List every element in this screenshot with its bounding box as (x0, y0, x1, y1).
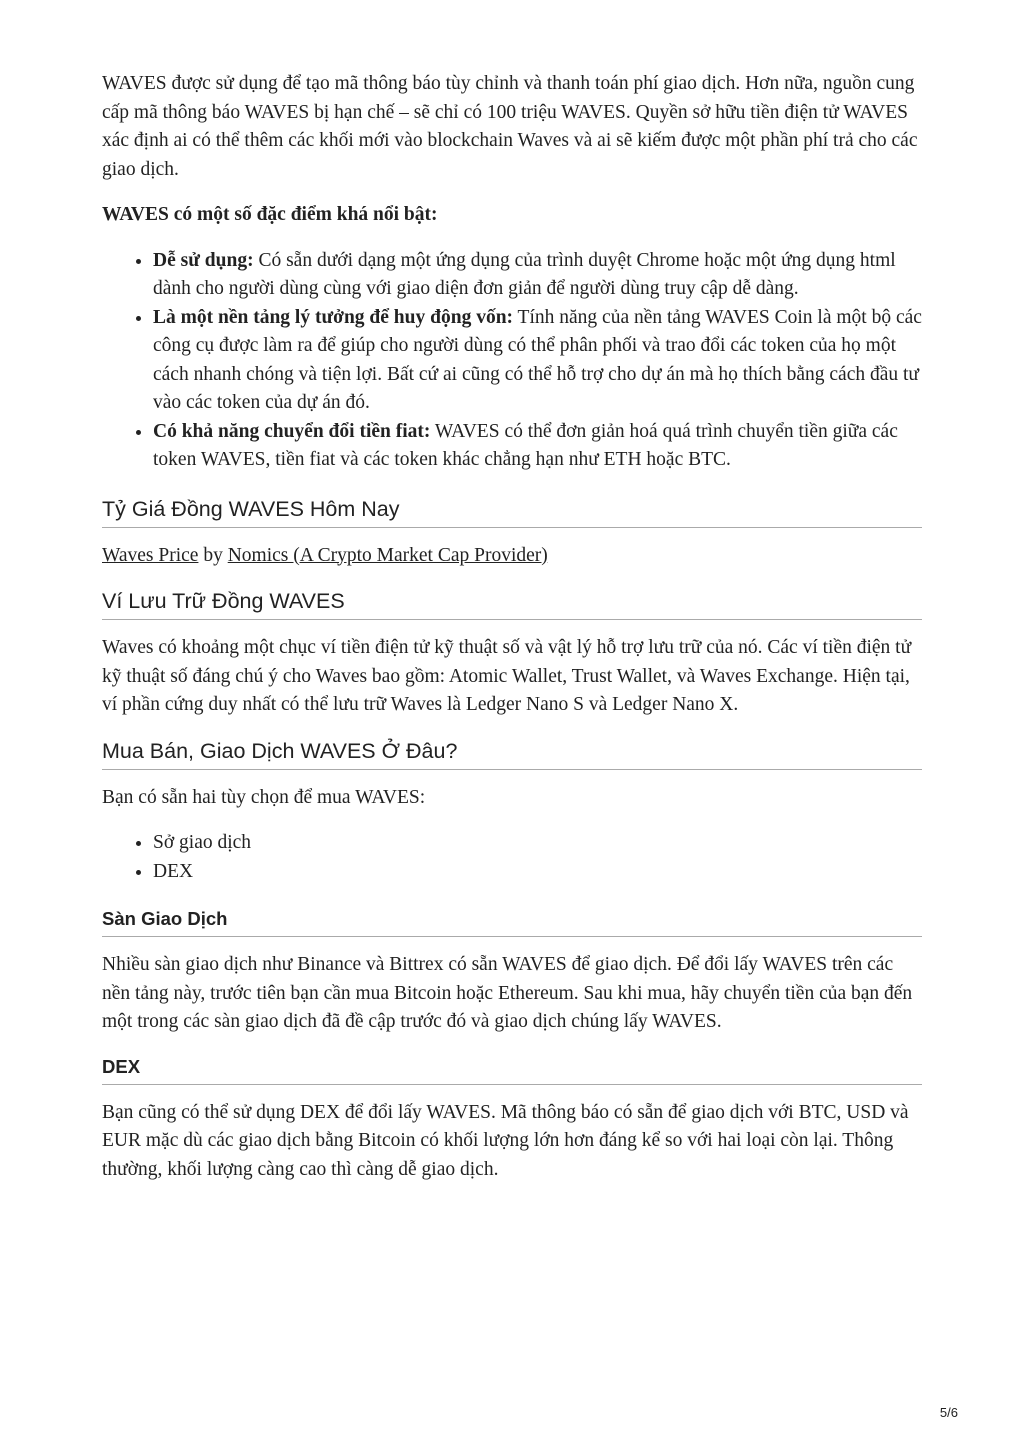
features-heading-text: WAVES có một số đặc điểm khá nổi bật: (102, 204, 438, 225)
buy-options-list (102, 829, 922, 886)
feature-title: Có khả năng chuyển đổi tiền fiat: (153, 420, 431, 442)
buy-section-heading: Mua Bán, Giao Dịch WAVES Ở Đâu? (102, 737, 922, 770)
list-item: • DEX (153, 858, 922, 887)
feature-text: Tính năng của nền tảng WAVES Coin là một bộ các công cụ được làm ra để giúp cho người dùng có thể phân phối và trao đổi các token của họ một cách nhanh chóng và tiện lợi. Bất cứ ai cũng có thể hỗ trợ cho dự án mà họ thích bằng cách đầu tư vào các token của dự án đó. (153, 306, 922, 413)
waves-price-link[interactable]: Waves Price (102, 544, 199, 566)
intro-paragraph: WAVES được sử dụng để tạo mã thông báo tùy chỉnh và thanh toán phí giao dịch. Hơn nữa, nguồn cung cấp mã thông báo WAVES bị hạn chế – sẽ chỉ có 100 triệu WAVES. Quyền sở hữu tiền điện tử WAVES xác định ai có thể thêm các khối mới vào blockchain Waves và ai sẽ kiếm được một phần phí trả cho các giao dịch. (102, 73, 918, 180)
feature-text: Có sẵn dưới dạng một ứng dụng của trình duyệt Chrome hoặc một ứng dụng html dành cho người dùng cùng với giao diện đơn giản để người dùng truy cập dễ dàng. (153, 249, 896, 299)
page-number: 5/6 (939, 1405, 958, 1420)
list-item (153, 304, 922, 418)
price-attribution (102, 542, 922, 571)
exchange-paragraph: Nhiều sàn giao dịch như Binance và Bittrex có sẵn WAVES để giao dịch. Để đổi lấy WAVES trên các nền tảng này, trước tiên bạn cần mua Bitcoin hoặc Ethereum. Sau khi mua, hãy chuyển tiền của bạn đến một trong các sàn giao dịch đã đề cập trước đó và giao dịch chúng lấy WAVES. (102, 954, 913, 1032)
list-item: • Sở giao dịch (153, 829, 922, 858)
features-list (102, 247, 922, 475)
price-section-heading: Tỷ Giá Đồng WAVES Hôm Nay (102, 495, 922, 528)
dex-section-heading: DEX (102, 1054, 922, 1085)
nomics-link[interactable]: Nomics (A Crypto Market Cap Provider) (227, 544, 548, 566)
wallet-section-heading: Ví Lưu Trữ Đồng WAVES (102, 587, 922, 620)
feature-title: Dễ sử dụng: (153, 249, 254, 271)
exchange-section-heading: Sàn Giao Dịch (102, 906, 922, 937)
buy-paragraph: Bạn có sẵn hai tùy chọn để mua WAVES: (102, 786, 426, 808)
wallet-paragraph: Waves có khoảng một chục ví tiền điện tử kỹ thuật số và vật lý hỗ trợ lưu trữ của nó. Các ví tiền điện tử kỹ thuật số đáng chú ý cho Waves bao gồm: Atomic Wallet, Trust Wallet, và Waves Exchange. Hiện tại, ví phần cứng duy nhất có thể lưu trữ Waves là Ledger Nano S và Ledger Nano X. (102, 637, 912, 715)
article-content (102, 70, 922, 1201)
dex-paragraph: Bạn cũng có thể sử dụng DEX để đổi lấy WAVES. Mã thông báo có sẵn để giao dịch với BTC, USD và EUR mặc dù các giao dịch bằng Bitcoin có khối lượng lớn hơn đáng kể so với hai loại còn lại. Thông thường, khối lượng càng cao thì càng dễ giao dịch. (102, 1101, 909, 1180)
feature-title: Là một nền tảng lý tưởng để huy động vốn: (153, 306, 514, 328)
feature-text: WAVES có thể đơn giản hoá quá trình chuyển tiền giữa các token WAVES, tiền fiat và các token khác chẳng hạn như ETH hoặc BTC. (153, 420, 898, 470)
list-item (153, 418, 922, 475)
attribution-by: by (198, 544, 228, 566)
features-heading (102, 201, 922, 230)
list-item (153, 247, 922, 304)
